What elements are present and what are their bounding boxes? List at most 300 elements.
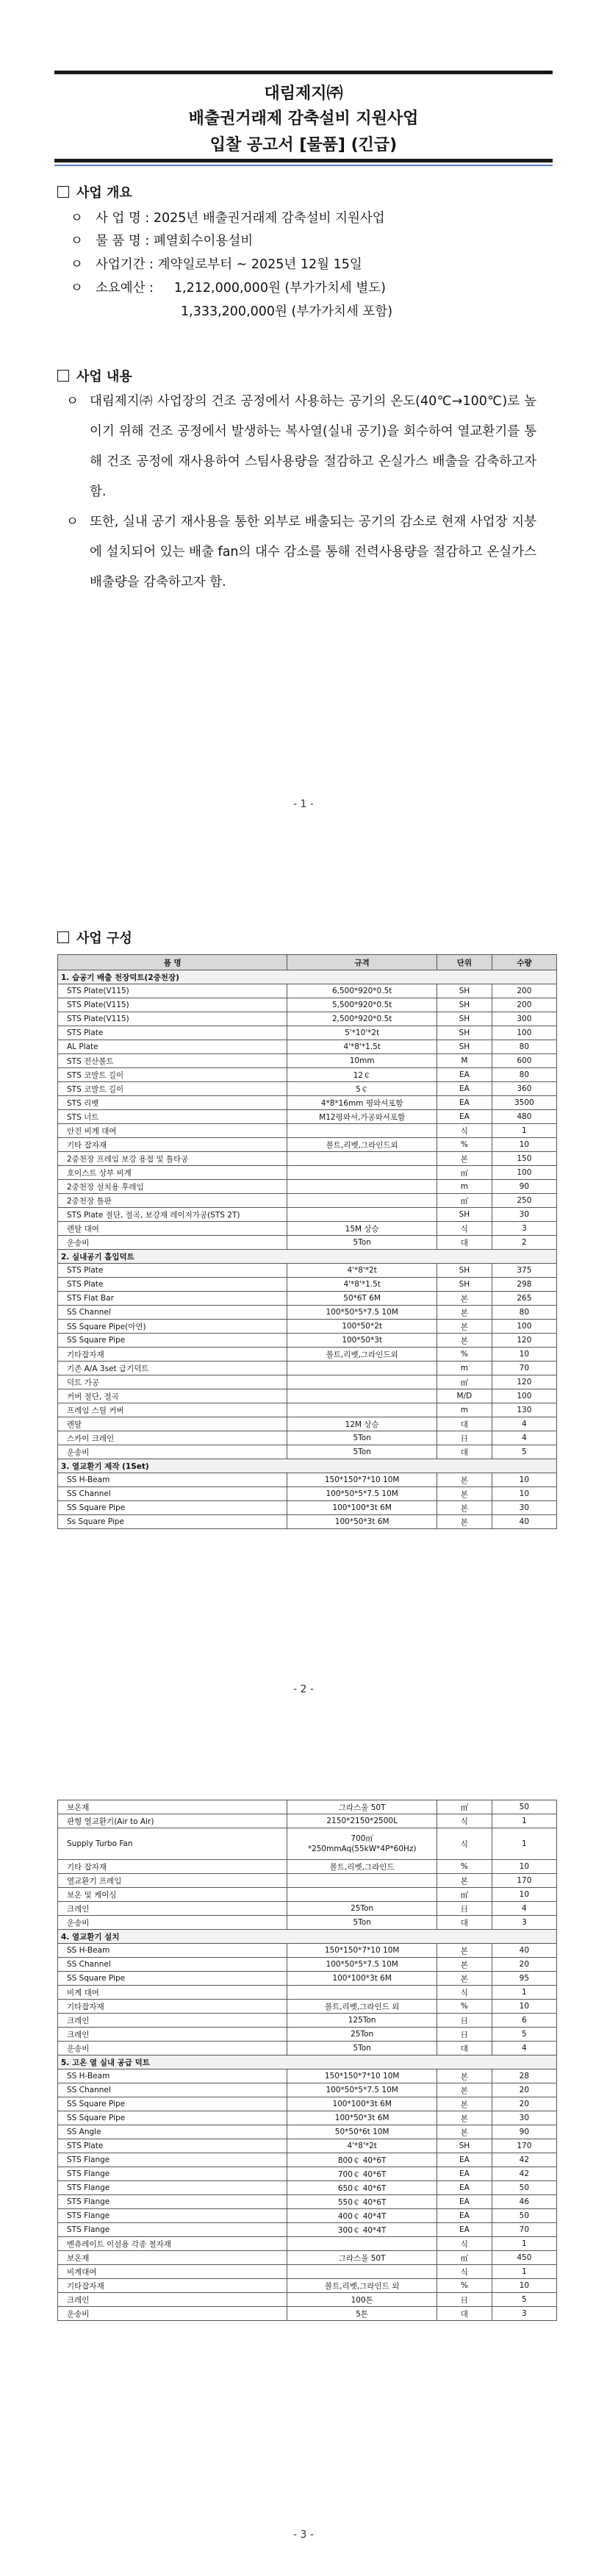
spec-cell bbox=[287, 1403, 437, 1417]
item-name-cell: 렌탈 bbox=[58, 1417, 287, 1431]
table-row bbox=[58, 1320, 557, 1334]
qty-cell: 95 bbox=[492, 1972, 556, 1986]
qty-cell: 5 bbox=[492, 2293, 556, 2307]
spec-cell: 150*150*7*10 10M bbox=[287, 2069, 437, 2083]
qty-cell: 300 bbox=[492, 1012, 556, 1026]
item-name-cell: 기타잡자재 bbox=[58, 2000, 287, 2014]
qty-cell: 40 bbox=[492, 1515, 556, 1529]
group-header-row bbox=[58, 1930, 557, 1944]
unit-cell: % bbox=[437, 1860, 492, 1874]
unit-cell: EA bbox=[437, 1068, 492, 1082]
overview-item: ㅇ 사 업 명 : 2025년 배출권거래제 감축설비 지원사업 bbox=[71, 208, 385, 226]
qty-cell: 10 bbox=[492, 1888, 556, 1902]
item-name-cell: 비계 대여 bbox=[58, 1986, 287, 2000]
qty-cell: 250 bbox=[492, 1194, 556, 1208]
group-title: 2. 실내공기 흡입덕트 bbox=[58, 1250, 557, 1264]
qty-cell: 70 bbox=[492, 1362, 556, 1375]
qty-cell: 20 bbox=[492, 2097, 556, 2111]
qty-cell: 4 bbox=[492, 2042, 556, 2056]
spec-cell: 800￠ 40*6T bbox=[287, 2153, 437, 2167]
spec-line: *250mmAq(55kW*4P*60Hz) bbox=[307, 1845, 417, 1853]
spec-cell: 100*50*5*7.5 10M bbox=[287, 1487, 437, 1501]
item-name-cell: SS Square Pipe bbox=[58, 2097, 287, 2111]
circle-bullet-icon: ㅇ bbox=[71, 281, 83, 296]
table-row bbox=[58, 1501, 557, 1515]
table-row bbox=[58, 1800, 557, 1814]
unit-cell: 대 bbox=[437, 2307, 492, 2321]
table-row bbox=[58, 1180, 557, 1194]
spec-cell: 5Ton bbox=[287, 1236, 437, 1250]
overview-item: ㅇ 물 품 명 : 폐열회수이용설비 bbox=[71, 231, 253, 249]
qty-cell: 1 bbox=[492, 1814, 556, 1828]
unit-cell: 식 bbox=[437, 1986, 492, 2000]
unit-cell: SH bbox=[437, 998, 492, 1012]
item-name-cell: 크레인 bbox=[58, 2028, 287, 2042]
overview-item: ㅇ 사업기간 : 계약일로부터 ~ 2025년 12월 15일 bbox=[71, 254, 362, 273]
group-title: 1. 습공기 배출 천장덕트(2중천장) bbox=[58, 970, 557, 984]
qty-cell: 50 bbox=[492, 2181, 556, 2195]
budget-vat-included: 1,333,200,000원 (부가가치세 포함) bbox=[181, 304, 393, 319]
spec-cell: 10mm bbox=[287, 1054, 437, 1068]
group-title: 3. 열교환기 제작 (1Set) bbox=[58, 1459, 557, 1473]
qty-cell: 100 bbox=[492, 1166, 556, 1180]
column-header: 수량 bbox=[492, 955, 556, 970]
unit-cell: % bbox=[437, 2279, 492, 2293]
item-name-cell: STS Flange bbox=[58, 2195, 287, 2209]
column-header: 단위 bbox=[437, 955, 492, 970]
unit-cell: m bbox=[437, 1180, 492, 1194]
table-row bbox=[58, 1916, 557, 1930]
qty-cell: 5 bbox=[492, 2028, 556, 2042]
table-row bbox=[58, 1306, 557, 1320]
unit-cell: 대 bbox=[437, 1445, 492, 1459]
unit-cell: SH bbox=[437, 2139, 492, 2153]
unit-cell: ㎡ bbox=[437, 2251, 492, 2265]
unit-cell: SH bbox=[437, 1278, 492, 1292]
item-name-cell: STS Plate bbox=[58, 1278, 287, 1292]
spec-cell: 100*50*5*7.5 10M bbox=[287, 1958, 437, 1972]
qty-cell: 10 bbox=[492, 1348, 556, 1362]
spec-cell: 그라스울 50T bbox=[287, 1800, 437, 1814]
spec-cell: 25Ton bbox=[287, 2028, 437, 2042]
spec-cell: 12￠ bbox=[287, 1068, 437, 1082]
table-row bbox=[58, 2069, 557, 2083]
unit-cell: SH bbox=[437, 1012, 492, 1026]
item-name-cell: 판형 열교환기(Air to Air) bbox=[58, 1814, 287, 1828]
unit-cell: 본 bbox=[437, 1874, 492, 1888]
unit-cell: EA bbox=[437, 2195, 492, 2209]
unit-cell: 대 bbox=[437, 1417, 492, 1431]
table-row bbox=[58, 1026, 557, 1040]
table-row bbox=[58, 1375, 557, 1389]
item-name-cell: STS 코발트 길이 bbox=[58, 1068, 287, 1082]
spec-cell: M12평와셔,가공와셔포함 bbox=[287, 1110, 437, 1124]
spec-cell bbox=[287, 1874, 437, 1888]
table-row bbox=[58, 1874, 557, 1888]
qty-cell: 20 bbox=[492, 1958, 556, 1972]
table-row bbox=[58, 1110, 557, 1124]
composition-table-2 bbox=[57, 1800, 557, 2321]
item-name-cell: STS Flat Bar bbox=[58, 1292, 287, 1306]
spec-cell: 볼트,리벳,그라인드 외 bbox=[287, 2279, 437, 2293]
unit-cell: m bbox=[437, 1362, 492, 1375]
table-row bbox=[58, 1348, 557, 1362]
item-name-cell: STS Plate(V115) bbox=[58, 984, 287, 998]
group-header-row bbox=[58, 970, 557, 984]
item-name-cell: 기타잡자재 bbox=[58, 2279, 287, 2293]
unit-cell: EA bbox=[437, 1096, 492, 1110]
spec-cell: 100*100*3t 6M bbox=[287, 2097, 437, 2111]
spec-cell: 25Ton bbox=[287, 1902, 437, 1916]
item-name-cell: 프레임 스틸 커버 bbox=[58, 1403, 287, 1417]
spec-cell: 2,500*920*0.5t bbox=[287, 1012, 437, 1026]
item-name-cell: SS Square Pipe bbox=[58, 2111, 287, 2125]
table-row bbox=[58, 1334, 557, 1348]
item-name-cell: 2중천장 틀판 bbox=[58, 1194, 287, 1208]
overview-heading: 사업 개요 bbox=[57, 182, 132, 201]
project-title: 배출권거래제 감축설비 지원사업 bbox=[188, 110, 419, 128]
spec-cell bbox=[287, 1194, 437, 1208]
spec-cell: 100*50*5*7.5 10M bbox=[287, 1306, 437, 1320]
qty-cell: 80 bbox=[492, 1068, 556, 1082]
qty-cell: 3 bbox=[492, 1222, 556, 1236]
unit-cell: EA bbox=[437, 2167, 492, 2181]
unit-cell: 본 bbox=[437, 1320, 492, 1334]
qty-cell: 360 bbox=[492, 1082, 556, 1096]
spec-cell bbox=[287, 1888, 437, 1902]
unit-cell: 본 bbox=[437, 2097, 492, 2111]
qty-cell: 3 bbox=[492, 1916, 556, 1930]
item-name-cell: SS Square Pipe bbox=[58, 1501, 287, 1515]
item-name-cell: SS H-Beam bbox=[58, 1944, 287, 1958]
item-name-cell: 기존 A/A 3set 급기덕트 bbox=[58, 1362, 287, 1375]
table-row bbox=[58, 984, 557, 998]
page-number: - 3 - bbox=[293, 2529, 314, 2541]
unit-cell: ㎡ bbox=[437, 1166, 492, 1180]
item-name-cell: 호이스트 상부 비계 bbox=[58, 1166, 287, 1180]
table-row bbox=[58, 1431, 557, 1445]
qty-cell: 100 bbox=[492, 1320, 556, 1334]
table-row bbox=[58, 1902, 557, 1916]
table-row bbox=[58, 2111, 557, 2125]
qty-cell: 90 bbox=[492, 1180, 556, 1194]
item-name-cell: AL Plate bbox=[58, 1040, 287, 1054]
table-row bbox=[58, 1236, 557, 1250]
qty-cell: 28 bbox=[492, 2069, 556, 2083]
spec-cell bbox=[287, 1180, 437, 1194]
table-row bbox=[58, 998, 557, 1012]
unit-cell: 식 bbox=[437, 2237, 492, 2251]
unit-cell: 식 bbox=[437, 1124, 492, 1138]
item-name-cell: 비계대여 bbox=[58, 2265, 287, 2279]
table-row bbox=[58, 1012, 557, 1026]
qty-cell: 4 bbox=[492, 1417, 556, 1431]
table-row bbox=[58, 2195, 557, 2209]
item-name-cell: SS H-Beam bbox=[58, 2069, 287, 2083]
unit-cell: 식 bbox=[437, 1814, 492, 1828]
spec-cell: 볼트,리벳,그라인드외 bbox=[287, 1348, 437, 1362]
unit-cell: 본 bbox=[437, 2111, 492, 2125]
qty-cell: 100 bbox=[492, 1026, 556, 1040]
qty-cell: 10 bbox=[492, 1860, 556, 1874]
unit-cell: 본 bbox=[437, 2083, 492, 2097]
spec-cell bbox=[287, 2265, 437, 2279]
spec-cell: 5￠ bbox=[287, 1082, 437, 1096]
table-row bbox=[58, 1124, 557, 1138]
unit-cell: 日 bbox=[437, 2028, 492, 2042]
item-name-cell: 크레인 bbox=[58, 2014, 287, 2028]
item-name-cell: SS Channel bbox=[58, 1958, 287, 1972]
unit-cell: SH bbox=[437, 1040, 492, 1054]
unit-cell: EA bbox=[437, 2153, 492, 2167]
qty-cell: 4 bbox=[492, 1431, 556, 1445]
item-name-cell: 스카이 크레인 bbox=[58, 1431, 287, 1445]
spec-cell: 400￠ 40*4T bbox=[287, 2209, 437, 2223]
qty-cell: 10 bbox=[492, 2000, 556, 2014]
composition-table-1 bbox=[57, 954, 557, 1529]
item-name-cell: STS 코발트 길이 bbox=[58, 1082, 287, 1096]
unit-cell: % bbox=[437, 1138, 492, 1152]
unit-cell: % bbox=[437, 2000, 492, 2014]
table-row bbox=[58, 1403, 557, 1417]
spec-cell bbox=[287, 1375, 437, 1389]
unit-cell: 본 bbox=[437, 1152, 492, 1166]
qty-cell: 1 bbox=[492, 2265, 556, 2279]
spec-cell: 50*50*6t 10M bbox=[287, 2125, 437, 2139]
spec-line: 700㎥ bbox=[351, 1834, 373, 1843]
spec-cell: 5,500*920*0.5t bbox=[287, 998, 437, 1012]
page-number: - 1 - bbox=[293, 798, 314, 810]
unit-cell: ㎡ bbox=[437, 1888, 492, 1902]
unit-cell: ㎡ bbox=[437, 1800, 492, 1814]
item-name-cell: 2중천장 프레임 보강 용접 및 틀타공 bbox=[58, 1152, 287, 1166]
table-row bbox=[58, 1445, 557, 1459]
qty-cell: 10 bbox=[492, 1138, 556, 1152]
spec-cell bbox=[287, 1166, 437, 1180]
notice-title: 입찰 공고서 [물품] (긴급) bbox=[209, 136, 398, 154]
spec-cell: 볼트,리벳,그라인드외 bbox=[287, 1138, 437, 1152]
unit-cell: 日 bbox=[437, 2293, 492, 2307]
qty-cell: 30 bbox=[492, 1208, 556, 1222]
item-name-cell: 크레인 bbox=[58, 1902, 287, 1916]
unit-cell: ㎡ bbox=[437, 1194, 492, 1208]
table-row bbox=[58, 2223, 557, 2237]
circle-bullet-icon: ㅇ bbox=[71, 211, 83, 226]
circle-bullet-icon: ㅇ bbox=[71, 257, 83, 272]
item-name-cell: SS Channel bbox=[58, 1487, 287, 1501]
table-row bbox=[58, 1828, 557, 1860]
table-row bbox=[58, 1082, 557, 1096]
table-row bbox=[58, 1054, 557, 1068]
item-name-cell: STS 전산볼트 bbox=[58, 1054, 287, 1068]
table-row bbox=[58, 2028, 557, 2042]
item-name-cell: STS Flange bbox=[58, 2167, 287, 2181]
qty-cell: 30 bbox=[492, 2111, 556, 2125]
table-row bbox=[58, 2167, 557, 2181]
qty-cell: 265 bbox=[492, 1292, 556, 1306]
qty-cell: 42 bbox=[492, 2167, 556, 2181]
table-row bbox=[58, 2083, 557, 2097]
unit-cell: 日 bbox=[437, 1431, 492, 1445]
unit-cell: EA bbox=[437, 1082, 492, 1096]
spec-cell: 100*50*3t 6M bbox=[287, 1515, 437, 1529]
qty-cell: 10 bbox=[492, 2279, 556, 2293]
composition-heading: 사업 구성 bbox=[57, 928, 132, 947]
qty-cell: 298 bbox=[492, 1278, 556, 1292]
spec-cell: 그라스울 50T bbox=[287, 2251, 437, 2265]
table-row bbox=[58, 2237, 557, 2251]
qty-cell: 1 bbox=[492, 1828, 556, 1860]
qty-cell: 50 bbox=[492, 2209, 556, 2223]
unit-cell: 대 bbox=[437, 1916, 492, 1930]
unit-cell: 본 bbox=[437, 1292, 492, 1306]
overview-item: ㅇ 소요예산 : 1,212,000,000원 (부가가치세 별도) bbox=[71, 278, 386, 296]
table-row bbox=[58, 1986, 557, 2000]
qty-cell: 80 bbox=[492, 1306, 556, 1320]
item-name-cell: Supply Turbo Fan bbox=[58, 1828, 287, 1860]
item-name-cell: Ss Square Pipe bbox=[58, 1515, 287, 1529]
table-row bbox=[58, 2307, 557, 2321]
qty-cell: 50 bbox=[492, 1800, 556, 1814]
circle-bullet-icon: ㅇ bbox=[66, 394, 79, 409]
item-name-cell: 운송비 bbox=[58, 2307, 287, 2321]
spec-cell bbox=[287, 1208, 437, 1222]
spec-cell: 4'*8'*2t bbox=[287, 1264, 437, 1278]
item-name-cell: 기타 잡자재 bbox=[58, 1860, 287, 1874]
spec-cell bbox=[287, 1124, 437, 1138]
table-row bbox=[58, 1389, 557, 1403]
table-row bbox=[58, 1487, 557, 1501]
item-name-cell: 2중천장 설치용 후레임 bbox=[58, 1180, 287, 1194]
spec-cell: 300￠ 40*4T bbox=[287, 2223, 437, 2237]
item-name-cell: STS 리벳 bbox=[58, 1096, 287, 1110]
qty-cell: 10 bbox=[492, 1487, 556, 1501]
table-row bbox=[58, 1194, 557, 1208]
content-paragraph: ㅇ 또한, 실내 공기 재사용을 통한 외부로 배출되는 공기의 감소로 현재 사업장 지붕에 설치되어 있는 배출 fan의 대수 감소를 통해 전력사용량을 절감하고 온실가스 배출량을 감축하고자 함. bbox=[66, 507, 536, 598]
table-row bbox=[58, 2209, 557, 2223]
unit-cell: 식 bbox=[437, 1222, 492, 1236]
qty-cell: 1 bbox=[492, 1986, 556, 2000]
company-title: 대림제지㈜ bbox=[264, 85, 343, 103]
qty-cell: 130 bbox=[492, 1403, 556, 1417]
spec-cell: 12M 상승 bbox=[287, 1417, 437, 1431]
item-name-cell: 보온재 bbox=[58, 1800, 287, 1814]
table-row bbox=[58, 1417, 557, 1431]
unit-cell: SH bbox=[437, 1264, 492, 1278]
table-row bbox=[58, 1473, 557, 1487]
spec-cell bbox=[287, 1152, 437, 1166]
qty-cell: 4 bbox=[492, 1902, 556, 1916]
spec-cell: 100*50*5*7.5 10M bbox=[287, 2083, 437, 2097]
table-row bbox=[58, 1278, 557, 1292]
spec-cell: 5Ton bbox=[287, 1431, 437, 1445]
spec-cell: 볼트,리벳,그라인드 외 bbox=[287, 2000, 437, 2014]
table-row bbox=[58, 2014, 557, 2028]
item-name-cell: 벤츄레이트 이설용 각종 철자재 bbox=[58, 2237, 287, 2251]
qty-cell: 120 bbox=[492, 1334, 556, 1348]
item-name-cell: 커버 절단, 절곡 bbox=[58, 1389, 287, 1403]
item-name-cell: 열교환기 프레임 bbox=[58, 1874, 287, 1888]
unit-cell: ㎡ bbox=[437, 1375, 492, 1389]
spec-cell: 150*150*7*10 10M bbox=[287, 1944, 437, 1958]
unit-cell: 日 bbox=[437, 2014, 492, 2028]
item-name-cell: 덕트 가공 bbox=[58, 1375, 287, 1389]
table-row bbox=[58, 2000, 557, 2014]
unit-cell: 본 bbox=[437, 1958, 492, 1972]
title-bottom-rule bbox=[54, 159, 553, 162]
title-blue-rule bbox=[54, 165, 553, 166]
group-header-row bbox=[58, 2056, 557, 2069]
spec-cell bbox=[287, 1389, 437, 1403]
unit-cell: 日 bbox=[437, 1902, 492, 1916]
qty-cell: 375 bbox=[492, 1264, 556, 1278]
spec-cell: 4*8*16mm 평와셔포함 bbox=[287, 1096, 437, 1110]
circle-bullet-icon: ㅇ bbox=[71, 234, 83, 248]
item-name-cell: 안전 비계 대여 bbox=[58, 1124, 287, 1138]
content-paragraph: ㅇ 대림제지㈜ 사업장의 건조 공정에서 사용하는 공기의 온도(40℃→100℃)로 높이기 위해 건조 공정에서 발생하는 복사열(실내 공기)을 회수하여 열교환기를 통해 건조 공정에 재사용하여 스팀사용량을 절감하고 온실가스 배출을 감축하고자 함. bbox=[66, 387, 536, 507]
table-row bbox=[58, 2251, 557, 2265]
group-header-row bbox=[58, 1459, 557, 1473]
qty-cell: 80 bbox=[492, 1040, 556, 1054]
unit-cell: EA bbox=[437, 2223, 492, 2237]
unit-cell: M/D bbox=[437, 1389, 492, 1403]
spec-cell: 5'*10'*2t bbox=[287, 1026, 437, 1040]
spec-cell: 5톤 bbox=[287, 2307, 437, 2321]
unit-cell: EA bbox=[437, 1110, 492, 1124]
spec-cell: 4'*8'*1.5t bbox=[287, 1040, 437, 1054]
table-row bbox=[58, 1292, 557, 1306]
item-name-cell: 운송비 bbox=[58, 2042, 287, 2056]
qty-cell: 46 bbox=[492, 2195, 556, 2209]
qty-cell: 170 bbox=[492, 2139, 556, 2153]
unit-cell: EA bbox=[437, 2209, 492, 2223]
spec-cell: 125Ton bbox=[287, 2014, 437, 2028]
item-name-cell: STS Plate bbox=[58, 1026, 287, 1040]
unit-cell: 본 bbox=[437, 1944, 492, 1958]
qty-cell: 3500 bbox=[492, 1096, 556, 1110]
column-header: 규격 bbox=[287, 955, 437, 970]
unit-cell: 대 bbox=[437, 2042, 492, 2056]
item-name-cell: 운송비 bbox=[58, 1916, 287, 1930]
table-row bbox=[58, 1944, 557, 1958]
spec-cell: 100톤 bbox=[287, 2293, 437, 2307]
spec-cell: 100*50*3t bbox=[287, 1334, 437, 1348]
title-top-rule bbox=[54, 71, 553, 74]
group-header-row bbox=[58, 1250, 557, 1264]
item-name-cell: STS Plate(V115) bbox=[58, 998, 287, 1012]
table-row bbox=[58, 1040, 557, 1054]
table-row bbox=[58, 1166, 557, 1180]
item-name-cell: SS H-Beam bbox=[58, 1473, 287, 1487]
unit-cell: EA bbox=[437, 2181, 492, 2195]
spec-cell: 100*100*3t 6M bbox=[287, 1501, 437, 1515]
item-name-cell: STS 너트 bbox=[58, 1110, 287, 1124]
qty-cell: 480 bbox=[492, 1110, 556, 1124]
unit-cell: 본 bbox=[437, 1515, 492, 1529]
checkbox-square-icon bbox=[57, 186, 69, 198]
table-row bbox=[58, 1362, 557, 1375]
spec-cell: 2150*2150*2500L bbox=[287, 1814, 437, 1828]
qty-cell: 1 bbox=[492, 1124, 556, 1138]
unit-cell: m bbox=[437, 1403, 492, 1417]
spec-cell: 100*100*3t 6M bbox=[287, 1972, 437, 1986]
qty-cell: 450 bbox=[492, 2251, 556, 2265]
spec-cell: 4'*8'*1.5t bbox=[287, 1278, 437, 1292]
spec-cell bbox=[287, 2237, 437, 2251]
spec-cell: 550￠ 40*6T bbox=[287, 2195, 437, 2209]
spec-cell: 볼트,리벳,그라인드 bbox=[287, 1860, 437, 1874]
qty-cell: 40 bbox=[492, 1944, 556, 1958]
